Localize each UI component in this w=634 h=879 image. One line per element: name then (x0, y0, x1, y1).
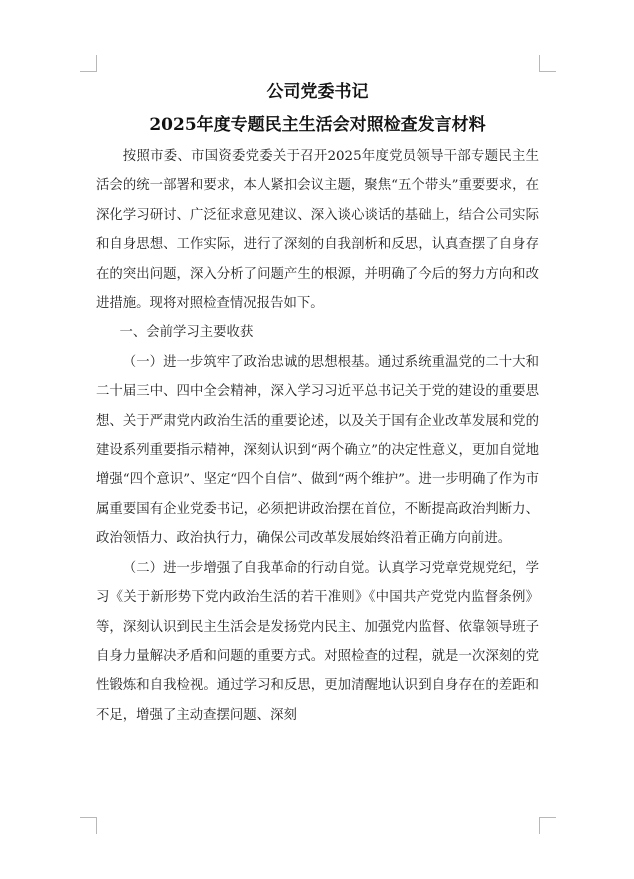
paragraph-intro: 按照市委、市国资委党委关于召开2025年度党员领导干部专题民主生活会的统一部署和要求，本人紧扣会议主题，聚焦“五个带头”重要要求，在深化学习研讨、广泛征求意见建议、深入谈心谈话的基础上，结合公司实际和自身思想、工作实际，进行了深刻的自我剖析和反思，认真查摆了自身存在的突出问题，深入分析了问题产生的根源，并明确了今后的努力方向和改进措施。现将对照检查情况报告如下。 (96, 149, 539, 312)
document-title-line-1: 公司党委书记 (266, 82, 369, 102)
section-heading-1: 一、会前学习主要收获 (119, 325, 254, 341)
paragraph-item-1: （一）进一步筑牢了政治忠诚的思想根基。通过系统重温党的二十大和二十届三中、四中全会精神，深入学习习近平总书记关于党的建设的重要思想、关于严肃党内政治生活的重要论述，以及关于国有企业改革发展和党的建设系列重要指示精神，深刻认识到“两个确立”的决定性意义，更加自觉地增强“四个意识”、坚定“四个自信”、做到“两个维护”。进一步明确了作为市属重要国有企业党委书记，必须把讲政治摆在首位，不断提高政治判断力、政治领悟力、政治执行力，确保公司改革发展始终沿着正确方向前进。 (96, 354, 539, 547)
document-body (96, 142, 539, 730)
document-title-line-2: 2025年度专题民主生活会对照检查发言材料 (149, 115, 486, 135)
margin-corner-bottom-left (80, 817, 97, 834)
margin-corner-bottom-right (539, 817, 556, 834)
paragraph-item-2: （二）进一步增强了自我革命的行动自觉。认真学习党章党规党纪，学习《关于新形势下党内政治生活的若干准则》《中国共产党党内监督条例》等，深刻认识到民主生活会是发扬党内民主、加强党内监督、依靠领导班子自身力量解决矛盾和问题的重要方式。对照检查的过程，就是一次深刻的党性锻炼和自我检视。通过学习和反思，更加清醒地认识到自身存在的差距和不足，增强了主动查摆问题、深刻 (96, 560, 539, 723)
margin-corner-top-left (80, 55, 97, 72)
margin-corner-top-right (539, 55, 556, 72)
